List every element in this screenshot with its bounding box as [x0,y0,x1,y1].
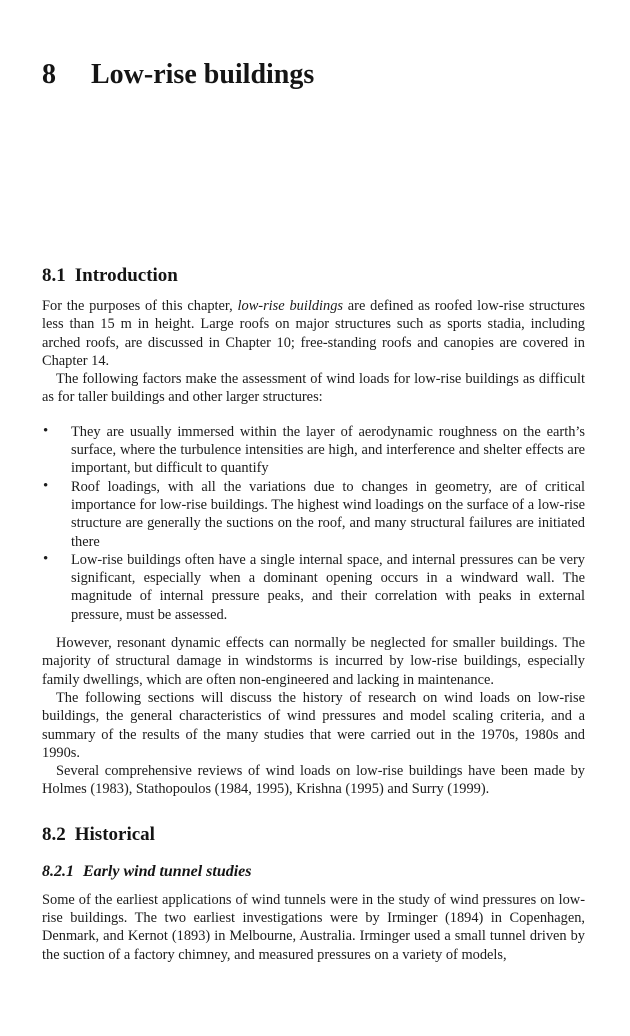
subsection-heading-8-2-1 [42,862,585,882]
bullet-text: Low-rise buildings often have a single internal space, and internal pressures can be very significant, especially when a dominant opening occurs in a windward wall. The magnitude of internal pressure peaks, and their correlation with peaks in external pressure, must be assessed. [71,551,585,623]
section-number: 8.2 [42,823,66,845]
subsection-title: Early wind tunnel studies [83,862,252,880]
section-heading-8-1 [42,264,585,287]
chapter-number: 8 [42,59,56,90]
bullet-item [42,551,585,624]
bullet-list [42,423,585,624]
bullet-text: Roof loadings, with all the variations due to changes in geometry, are of critical importance for low-rise buildings. The highest wind loadings on the surface of a low-rise structure are generally the suctions on the roof, and many structural failures are initiated there [71,478,585,550]
chapter-heading [42,58,585,92]
section-heading-8-2 [42,823,585,846]
paragraph-text: For the purposes of this chapter, [42,298,238,314]
bullet-icon: • [43,550,49,567]
paragraph-text: are defined as roofed low-rise structures less than 15 m in height. Large roofs on major structures such as sports stadia, including arched roofs, are discussed in Chapter 10; free-standing roofs and canopies are covered in Chapter 14. [42,298,585,369]
bullet-item [42,423,585,478]
section-number: 8.1 [42,265,66,286]
chapter-title: Low-rise buildings [91,59,315,90]
italic-term: low-rise buildings [237,298,344,314]
bullet-icon: • [43,477,49,494]
paragraph-intro-3: However, resonant dynamic effects can normally be neglected for smaller buildings. The majority of structural damage in windstorms is incurred by low-rise buildings, especially family dwellings, which are often non-engineered and lacking in maintenance. [42,635,585,688]
page-content [0,58,630,964]
bullet-icon: • [43,422,49,439]
paragraph-intro-1 [42,297,585,370]
paragraph-intro-5: Several comprehensive reviews of wind loads on low-rise buildings have been made by Holmes (1983), Stathopoulos (1984, 1995), Krishna (1995) and Surry (1999). [42,763,585,798]
subsection-number: 8.2.1 [42,862,74,880]
bullet-text: They are usually immersed within the layer of aerodynamic roughness on the earth’s surface, where the turbulence intensities are high, and interference and shelter effects are important, but difficult to quantify [71,423,585,477]
section-title: Historical [74,823,155,845]
paragraph-historical-1: Some of the earliest applications of wind tunnels were in the study of wind pressures on low-rise buildings. The two earliest investigations were by Irminger (1894) in Copenhagen, Denmark, and Kernot (1893) in Melbourne, Australia. Irminger used a small tunnel driven by the suction of a factory chimney, and measured pressures on a variety of models, [42,891,585,963]
paragraph-intro-2: The following factors make the assessment of wind loads for low-rise buildings as difficult as for taller buildings and other larger structures: [42,371,585,406]
bullet-item [42,478,585,551]
paragraph-intro-4: The following sections will discuss the history of research on wind loads on low-rise buildings, the general characteristics of wind pressures and model scaling criteria, and a summary of the results of the many studies that were carried out in the 1970s, 1980s and 1990s. [42,689,585,761]
section-title: Introduction [74,265,178,286]
